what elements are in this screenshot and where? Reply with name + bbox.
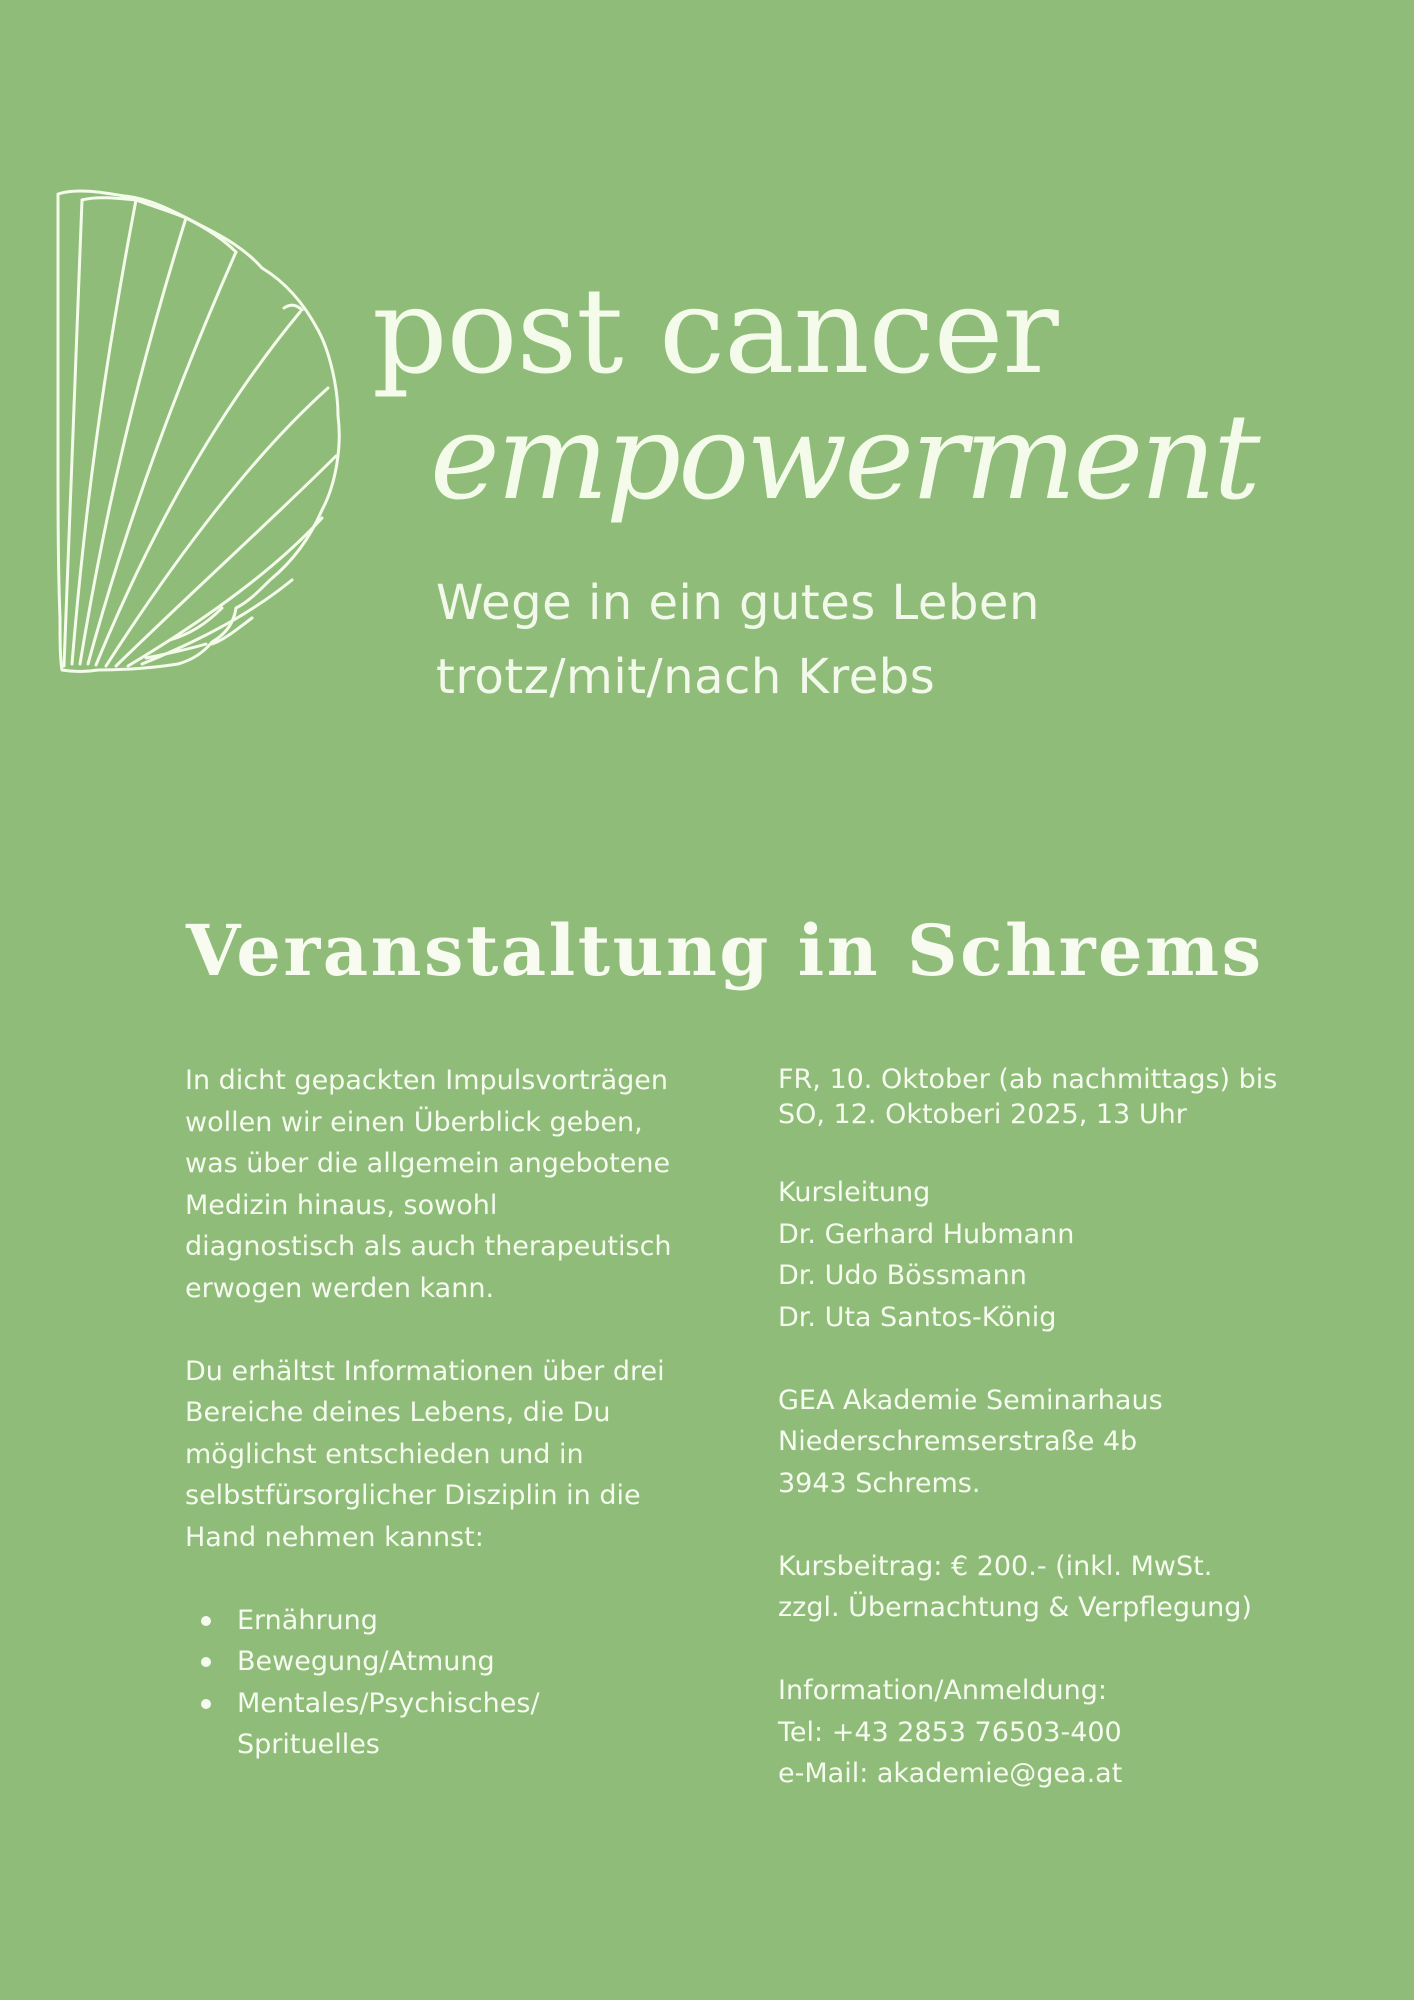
event-dates [778, 1062, 1378, 1132]
intro-paragraph-2 [185, 1351, 715, 1559]
text-line: In dicht gepackten Impulsvorträgen [185, 1065, 669, 1096]
shell-icon [56, 188, 346, 678]
text-line: diagnostisch als auch therapeutisch [185, 1231, 672, 1262]
contact-info [778, 1670, 1378, 1795]
brand-title-line2: empowerment [430, 388, 1258, 526]
list-item: Ernährung [237, 1600, 715, 1642]
tagline-line: trotz/mit/nach Krebs [436, 649, 936, 705]
leader-name: Dr. Gerhard Hubmann [778, 1218, 1075, 1250]
venue-street: Niederschremserstraße 4b [778, 1426, 1138, 1457]
tagline [436, 566, 1040, 714]
email-address: e-Mail: akademie@gea.at [778, 1758, 1123, 1789]
course-fee [778, 1546, 1378, 1629]
phone-number: Tel: +43 2853 76503-400 [778, 1716, 1122, 1748]
brand-title-line1: post cancer [372, 262, 1058, 400]
intro-column [185, 1060, 715, 1766]
details-column [778, 1062, 1378, 1795]
text-line: erwogen werden kann. [185, 1272, 495, 1304]
leaders-label: Kursleitung [778, 1177, 931, 1208]
fee-line: Kursbeitrag: € 200.- (inkl. MwSt. [778, 1550, 1213, 1582]
venue-name: GEA Akademie Seminarhaus [778, 1384, 1163, 1416]
text-line: Bereiche deines Lebens, die Du [185, 1397, 611, 1428]
intro-paragraph-1 [185, 1060, 715, 1309]
list-item-text: Sprituelles [237, 1729, 380, 1760]
text-line: möglichst entschieden und in [185, 1438, 584, 1470]
date-line: FR, 10. Oktober (ab nachmittags) bis [778, 1064, 1278, 1095]
list-item: Bewegung/Atmung [237, 1641, 715, 1683]
contact-label: Information/Anmeldung: [778, 1675, 1107, 1706]
text-line: Medizin hinaus, sowohl [185, 1189, 498, 1221]
text-line: was über die allgemein angebotene [185, 1148, 671, 1179]
venue-city: 3943 Schrems. [778, 1467, 981, 1499]
leader-name: Dr. Udo Bössmann [778, 1260, 1027, 1291]
text-line: Du erhältst Informationen über drei [185, 1355, 665, 1387]
leaders-block [778, 1172, 1378, 1338]
date-line: SO, 12. Oktoberi 2025, 13 Uhr [778, 1099, 1187, 1130]
list-item-text: Mentales/Psychisches/ [237, 1687, 540, 1719]
text-line: selbstfürsorglicher Disziplin in die [185, 1480, 641, 1511]
text-line: wollen wir einen Überblick geben, [185, 1106, 643, 1138]
tagline-line: Wege in ein gutes Leben [436, 575, 1040, 631]
list-item [237, 1683, 715, 1766]
event-heading: Veranstaltung in Schrems [186, 909, 1264, 992]
fee-line: zzgl. Übernachtung & Verpflegung) [778, 1592, 1252, 1623]
text-line: Hand nehmen kannst: [185, 1521, 484, 1553]
topic-list [185, 1600, 715, 1766]
leader-name: Dr. Uta Santos-König [778, 1301, 1057, 1333]
venue-address [778, 1380, 1378, 1505]
